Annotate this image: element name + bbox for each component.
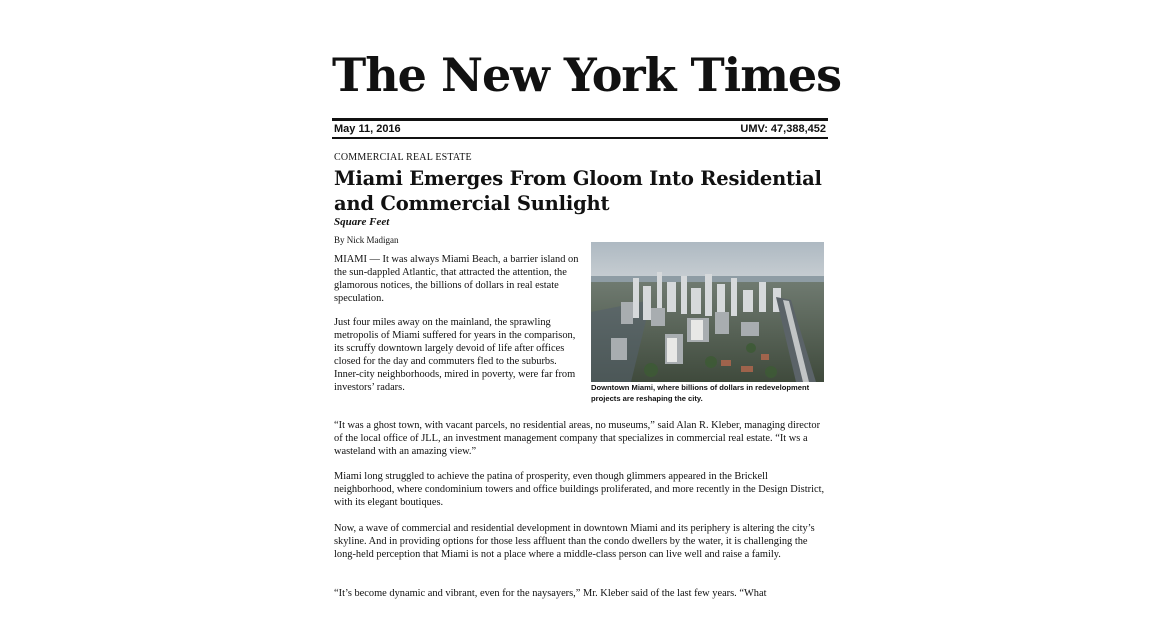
section-label: COMMERCIAL REAL ESTATE	[334, 152, 472, 163]
article-paragraph-2: Just four miles away on the mainland, the sprawling metropolis of Miami suffered for years in the comparison, its scruffy downtown largely devoid of life after offices closed for the day and commuters fled to the suburbs. Inner-city neighborhoods, mired in poverty, were far from investors’ radars.	[334, 317, 576, 393]
downtown-miami-aerial-photo	[591, 242, 824, 382]
umv-count: UMV: 47,388,452	[740, 123, 826, 135]
article-paragraph-6: “It’s become dynamic and vibrant, even for the naysayers,” Mr. Kleber said of the last few years. “What	[334, 588, 767, 599]
newspaper-masthead-logo: The New York Times	[332, 48, 842, 102]
column-kicker: Square Feet	[334, 216, 390, 228]
article-paragraph-1: MIAMI — It was always Miami Beach, a barrier island on the sun-dappled Atlantic, that attracted the attention, the glamorous notices, the billions of dollars in real estate speculation.	[334, 254, 579, 304]
header-rule-bottom	[332, 137, 828, 139]
aerial-city-illustration	[591, 242, 824, 382]
byline: By Nick Madigan	[334, 235, 399, 245]
header-rule-top	[332, 118, 828, 121]
photo-caption: Downtown Miami, where billions of dollars in redevelopment projects are reshaping the city.	[591, 383, 810, 403]
article-headline: Miami Emerges From Gloom Into Residential and Commercial Sunlight	[334, 167, 822, 215]
news-clipping	[332, 0, 842, 642]
article-paragraph-4: Miami long struggled to achieve the patina of prosperity, even though glimmers appeared in the Brickell neighborhood, where condominium towers and office buildings proliferated, and more recently in the Design District, with its elegant boutiques.	[334, 471, 825, 508]
article-paragraph-5: Now, a wave of commercial and residential development in downtown Miami and its periphery is altering the city’s skyline. And in providing options for those less affluent than the condo dwellers by the water, it is challenging the long-held perception that Miami is not a place where a middle-class person can live well and raise a family.	[334, 523, 815, 560]
article-paragraph-3: “It was a ghost town, with vacant parcels, no residential areas, no museums,” said Alan R. Kleber, managing director of the local office of JLL, an investment management company that specializes in commercial real estate. “It ws a wasteland with an amazing view.”	[334, 420, 821, 457]
publication-date: May 11, 2016	[334, 123, 401, 135]
dateline-bar	[332, 122, 828, 136]
